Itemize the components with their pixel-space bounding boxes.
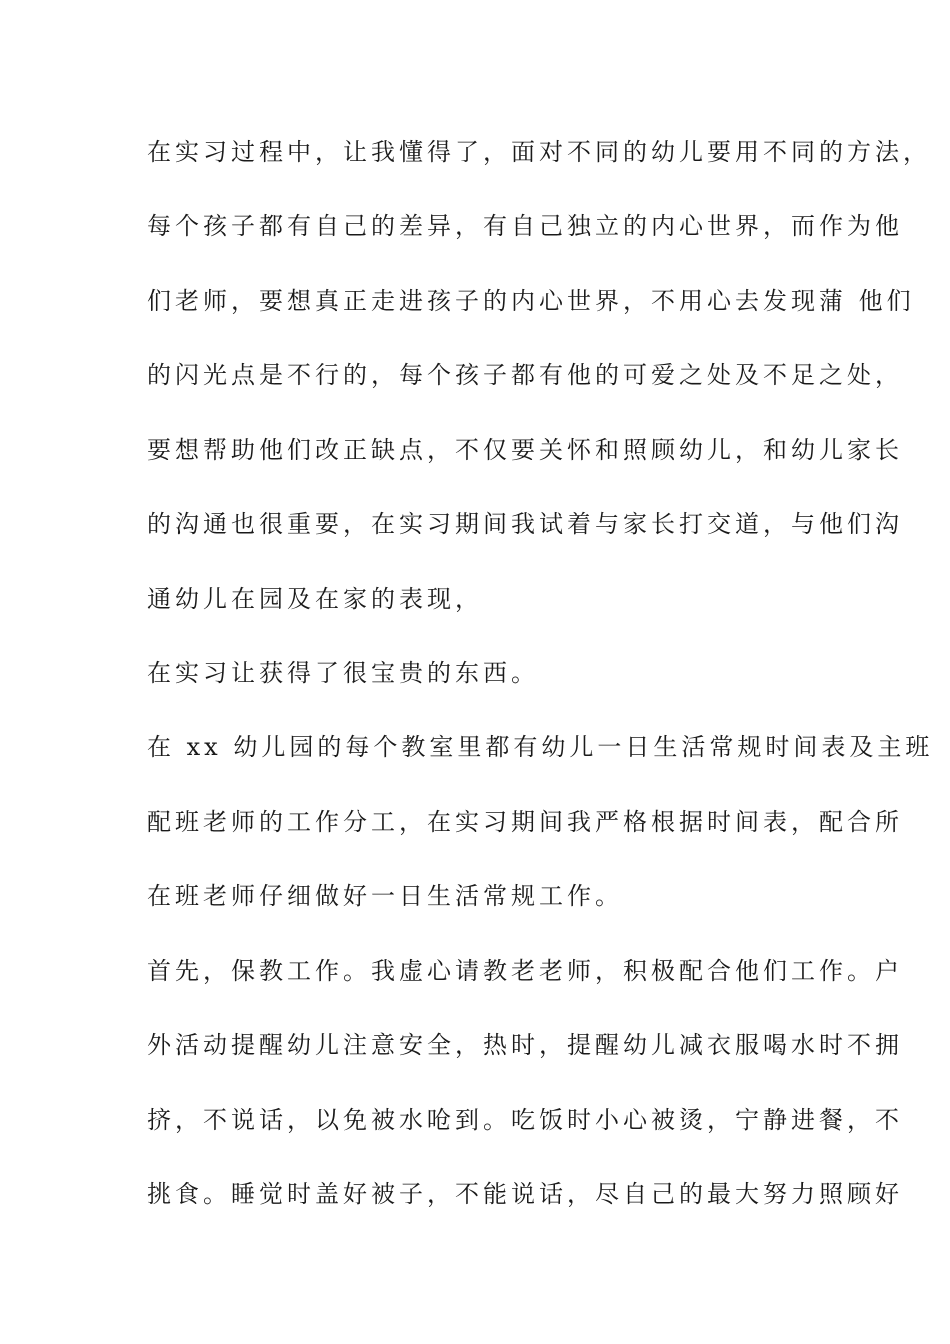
text-line: 在实习让获得了很宝贵的东西。 <box>147 659 539 687</box>
text-line: 的沟通也很重要，在实习期间我试着与家长打交道，与他们沟 <box>147 510 903 538</box>
text-line: 在班老师仔细做好一日生活常规工作。 <box>147 882 623 910</box>
text-line: 们老师，要想真正走进孩子的内心世界，不用心去发现蒲 他们 <box>147 287 915 315</box>
text-line: 配班老师的工作分工，在实习期间我严格根据时间表，配合所 <box>147 808 903 836</box>
text-line: 的闪光点是不行的，每个孩子都有他的可爱之处及不足之处， <box>147 361 903 389</box>
text-line: 挑食。睡觉时盖好被子，不能说话，尽自己的最大努力照顾好 <box>147 1180 903 1208</box>
text-line: 在 xx 幼儿园的每个教室里都有幼儿一日生活常规时间表及主班 <box>147 733 934 761</box>
text-line: 首先，保教工作。我虚心请教老老师，积极配合他们工作。户 <box>147 957 903 985</box>
text-line: 要想帮助他们改正缺点，不仅要关怀和照顾幼儿，和幼儿家长 <box>147 436 903 464</box>
text-line: 外活动提醒幼儿注意安全，热时，提醒幼儿减衣服喝水时不拥 <box>147 1031 903 1059</box>
text-line: 通幼儿在园及在家的表现， <box>147 585 483 613</box>
text-line: 挤，不说话，以免被水呛到。吃饭时小心被烫，宁静进餐，不 <box>147 1106 903 1134</box>
text-line: 在实习过程中，让我懂得了，面对不同的幼儿要用不同的方法， <box>147 138 931 166</box>
text-line: 每个孩子都有自己的差异，有自己独立的内心世界，而作为他 <box>147 212 903 240</box>
